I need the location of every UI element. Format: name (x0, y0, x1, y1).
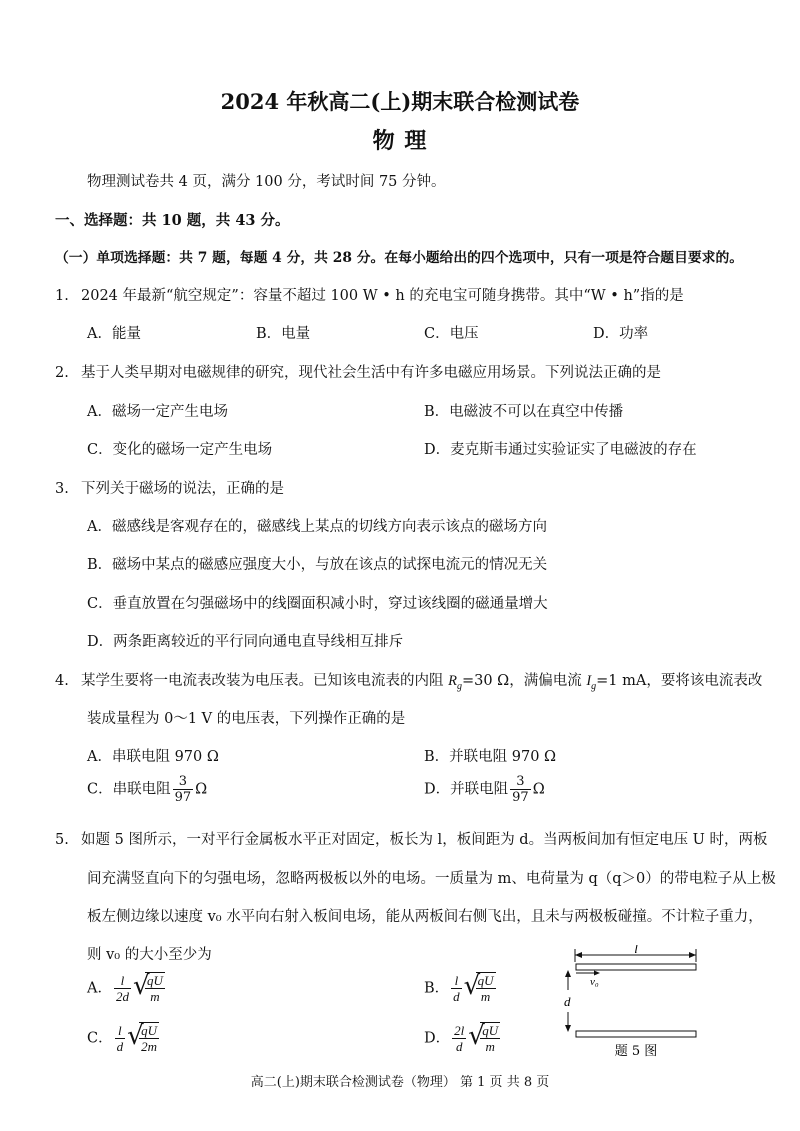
root-denominator: m (485, 1039, 495, 1054)
lower-plate (576, 1031, 696, 1037)
question-5-line-3: 板左侧边缘以速度 v₀ 水平向右射入板间电场，能从两板间右侧飞出，且未与两极板碰撞。不计粒子重力， (87, 909, 763, 925)
fraction-numerator: l (114, 973, 131, 989)
unit-ohm: Ω (195, 781, 208, 798)
subscript-g: g (591, 680, 597, 692)
question-stem: 2024 年最新“航空规定”：容量不超过 100 W • h 的充电宝可随身携带。其中“W • h”指的是 (81, 288, 684, 304)
option-letter: D． (424, 1030, 451, 1047)
option-label: D．并联电阻 (424, 781, 509, 798)
root-numerator: qU (141, 1023, 157, 1038)
q4-option-c[interactable] (87, 774, 207, 805)
symbol-I: I (586, 673, 592, 689)
question-stem-line-1: 如题 5 图所示，一对平行金属板水平正对固定，板长为 l，板间距为 d。当两板间加有恒定电压 U 时，两板 (81, 832, 768, 848)
d-arrow-down (565, 1025, 571, 1032)
fraction-denominator: 2d (115, 989, 129, 1004)
question-4-line-2: 装成量程为 0～1 V 的电压表，下列操作正确的是 (87, 711, 406, 727)
q2-option-a[interactable]: A．磁场一定产生电场 (87, 404, 228, 420)
fraction-denominator: d (116, 1039, 124, 1054)
figure-caption: 题 5 图 (614, 1044, 658, 1059)
fraction-numerator: 3 (510, 774, 531, 790)
square-root: √ $\frac{qU}{m}$ (463, 971, 494, 1004)
q4-option-a[interactable]: A．串联电阻 970 Ω (87, 749, 219, 765)
root-denominator: m (150, 989, 160, 1004)
question-3 (55, 477, 284, 498)
question-stem-part-a: 某学生要将一电流表改装为电压表。已知该电流表的内阻 (81, 673, 449, 689)
arrow-right (689, 952, 696, 958)
subject-title: 物 理 (372, 128, 428, 154)
q1-option-b[interactable]: B．电量 (256, 326, 311, 342)
q4-option-d[interactable] (424, 774, 545, 805)
q5-option-b[interactable] (424, 972, 496, 1005)
root-denominator: 2m (141, 1039, 157, 1054)
question-stem: 基于人类早期对电磁规律的研究，现代社会生活中有许多电磁应用场景。下列说法正确的是 (81, 365, 661, 381)
root-numerator: qU (482, 1023, 499, 1038)
q2-option-b[interactable]: B．电磁波不可以在真空中传播 (424, 404, 624, 420)
q3-option-b[interactable]: B．磁场中某点的磁感应强度大小，与放在该点的试探电流元的情况无关 (87, 557, 548, 573)
question-number: 3. (55, 481, 69, 497)
arrow-left (575, 952, 582, 958)
question-stem-part-b: =30 Ω，满偏电流 (461, 673, 587, 689)
fraction-numerator: 3 (173, 774, 194, 790)
question-number: 4. (55, 673, 69, 689)
q2-option-c[interactable]: C．变化的磁场一定产生电场 (87, 442, 273, 458)
question-4 (55, 669, 762, 692)
question-5-line-2: 间充满竖直向下的匀强电场，忽略两极板以外的电场。一质量为 m、电荷量为 q（q＞0）的带电粒子从上极 (87, 871, 776, 887)
label-l: l (634, 945, 638, 956)
figure-5-capacitor-plates (560, 945, 710, 1060)
option-letter: B． (424, 980, 450, 997)
question-stem: 下列关于磁场的说法，正确的是 (81, 481, 284, 497)
upper-plate (576, 964, 696, 970)
root-denominator: m (480, 989, 491, 1004)
question-number: 2. (55, 365, 69, 381)
exam-intro: 物理测试卷共 4 页，满分 100 分，考试时间 75 分钟。 (87, 174, 446, 190)
label-d: d (564, 994, 571, 1009)
velocity-arrowhead (594, 971, 600, 976)
fraction-numerator: 2l (454, 1023, 465, 1038)
section-subheading: （一）单项选择题：共 7 题，每题 4 分，共 28 分。在每小题给出的四个选项中，只有一项是符合题目要求的。 (55, 250, 744, 266)
fraction (114, 973, 131, 1004)
q4-option-b[interactable]: B．并联电阻 970 Ω (424, 749, 557, 765)
section-heading: 一、选择题：共 10 题，共 43 分。 (55, 212, 290, 229)
q2-option-d[interactable]: D．麦克斯韦通过实验证实了电磁波的存在 (424, 442, 697, 458)
fraction (173, 774, 194, 805)
option-letter: C． (87, 1030, 113, 1047)
option-letter: A． (87, 980, 112, 997)
option-label: C．串联电阻 (87, 781, 171, 798)
q1-option-a[interactable]: A．能量 (87, 326, 141, 342)
q5-option-a[interactable] (87, 972, 165, 1005)
question-number: 5. (55, 832, 69, 848)
fraction-denominator: d (455, 1039, 463, 1054)
page-footer: 高二(上)期末联合检测试卷（物理） 第 1 页 共 8 页 (250, 1075, 550, 1090)
fraction-numerator: l (451, 973, 462, 989)
q3-option-d[interactable]: D．两条距离较近的平行同向通电直导线相互排斥 (87, 634, 404, 650)
fraction-denominator: 97 (512, 790, 529, 805)
q5-option-c[interactable] (87, 1022, 159, 1055)
q1-option-d[interactable]: D．功率 (593, 326, 649, 342)
q3-option-a[interactable]: A．磁感线是客观存在的，磁感线上某点的切线方向表示该点的磁场方向 (87, 519, 547, 535)
square-root: √ $\frac{qU}{m}$ (468, 1021, 499, 1054)
fraction-numerator: l (115, 1023, 126, 1039)
unit-ohm: Ω (532, 781, 545, 798)
fraction (452, 1023, 466, 1054)
exam-title: 2024 年秋高二(上)期末联合检测试卷 (220, 89, 580, 114)
square-root: √ $\frac{qU}{m}$ (132, 971, 163, 1004)
d-arrow-up (565, 970, 571, 977)
square-root: √ $\frac{qU}{2m}$ (127, 1021, 157, 1054)
root-numerator: qU (146, 973, 163, 988)
fraction (115, 1023, 126, 1054)
question-2 (55, 361, 661, 382)
question-5 (55, 828, 768, 849)
fraction-denominator: 97 (174, 790, 192, 805)
question-number: 1. (55, 288, 69, 304)
question-stem-part-c: =1 mA，要将该电流表改 (596, 673, 763, 689)
label-v0: v₀ (590, 976, 599, 988)
root-numerator: qU (477, 973, 494, 988)
subscript-g: g (456, 680, 462, 692)
fraction (451, 973, 462, 1004)
fraction-denominator: d (453, 989, 460, 1004)
q5-option-d[interactable] (424, 1022, 500, 1055)
q3-option-c[interactable]: C．垂直放置在匀强磁场中的线圈面积减小时，穿过该线圈的磁通量增大 (87, 596, 548, 612)
symbol-R: R (448, 673, 457, 689)
question-1 (55, 284, 684, 305)
q1-option-c[interactable]: C．电压 (424, 326, 479, 342)
fraction (510, 774, 531, 805)
question-5-line-4: 则 v₀ 的大小至少为 (87, 947, 212, 963)
